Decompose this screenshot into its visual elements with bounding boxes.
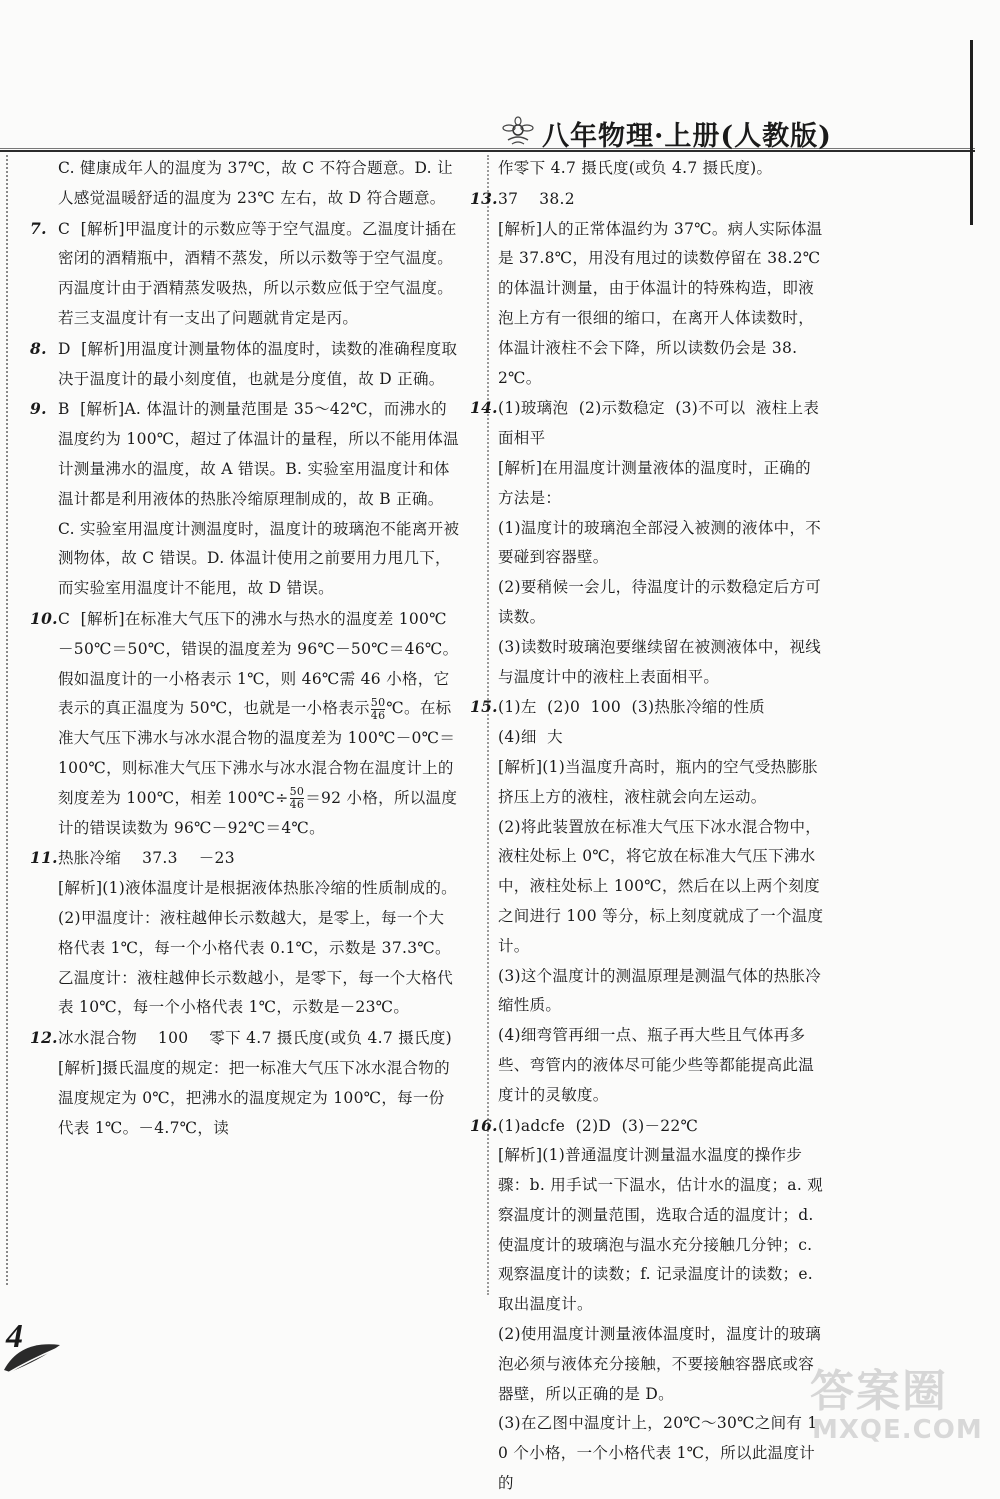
question-12	[30, 1023, 460, 1054]
question-13	[470, 184, 825, 215]
analysis-text: (3)读数时玻璃泡要继续留在被测液体中，视线与温度计中的液柱上表面相平。	[498, 637, 822, 686]
left-column	[30, 154, 460, 1143]
question-number: 15.	[470, 697, 498, 717]
answer-text-2: (4)细 大	[498, 728, 563, 747]
watermark-url: MXQE.COM	[812, 1415, 983, 1445]
analysis-text: [解析]人的正常体温约为 37℃。病人实际体温是 37.8℃，用没有甩过的读数停留在 38.2℃的体温计测量，由于体温计的特殊构造，即液泡上方有一很细的缩口，在离开人体读数时，体温计液柱不会下降，所以读数仍会是 38.2℃。	[498, 219, 823, 387]
question-number: 9.	[30, 399, 47, 419]
question-11	[30, 843, 460, 874]
question-number: 12.	[30, 1028, 58, 1048]
question-number: 8.	[30, 338, 47, 358]
analysis-text: (2)甲温度计：液柱越伸长示数越大，是零上，每一个大格代表 1℃，每一个小格代表 0.1℃，示数是 37.3℃。乙温度计：液柱越伸长示数越小，是零下，每一个大格代表 10℃，每一个小格代表 1℃，示数是－23℃。	[58, 908, 454, 1017]
question-16	[470, 1111, 825, 1142]
analysis-text: (2)将此装置放在标准大气压下冰水混合物中，液柱处标上 0℃，将它放在标准大气压下沸水中，液柱处标上 100℃，然后在以上两个刻度之间进行 100 等分，标上刻度就成了一个温度计。	[498, 817, 824, 955]
analysis-text: [解析](1)液体温度计是根据液体热胀冷缩的性质制成的。	[58, 879, 457, 898]
answer-text: (1)左 (2)0 100 (3)热胀冷缩的性质	[498, 698, 765, 717]
analysis-text: (4)细弯管再细一点、瓶子再大些且气体再多些、弯管内的液体尽可能少些等都能提高此温度计的灵敏度。	[498, 1026, 815, 1104]
question-8	[30, 334, 460, 395]
answer-text: ＝92 小格，所以温度计的错误读数为 96℃－92℃＝4℃。	[58, 788, 458, 837]
watermark	[810, 1355, 990, 1465]
question-10	[30, 604, 460, 843]
answer-text: 37 38.2	[498, 189, 575, 208]
question-number: 13.	[470, 188, 498, 208]
answer-text: (1)玻璃泡 (2)示数稳定 (3)不可以 液柱上表面相平	[498, 399, 820, 448]
question-number: 11.	[30, 848, 58, 868]
analysis-text: (2)要稍候一会儿，待温度计的示数稳定后方可读数。	[498, 578, 822, 626]
analysis-text: (3)这个温度计的测温原理是测温气体的热胀冷缩性质。	[498, 966, 822, 1015]
flower-logo-icon	[500, 116, 536, 148]
answer-text: (1)adcfe (2)D (3)－22℃	[498, 1116, 699, 1135]
answer-text: D [解析]用温度计测量物体的温度时，读数的准确程度取决于温度计的最小刻度值，也就是分度值，故 D 正确。	[58, 339, 458, 388]
answer-text: 热胀冷缩 37.3 －23	[58, 849, 235, 868]
question-9	[30, 394, 460, 604]
answer-text: B [解析]A. 体温计的测量范围是 35～42℃，而沸水的温度约为 100℃，超过了体温计的量程，所以不能用体温计测量沸水的温度，故 A 错误。B. 实验室用温度计和体温计都是利用液体的热胀冷缩原理制成的，故 B 正确。C. 实验室用温度计测温度时，温度计的玻璃泡不能离开被测物体，故 C 错误。D. 体温计使用之前要用力甩几下，而实验室用温度计不能甩，故 D 错误。	[58, 400, 460, 598]
question-number: 16.	[470, 1115, 498, 1135]
answer-text: C [解析]甲温度计的示数应等于空气温度。乙温度计插在密闭的酒精瓶中，酒精不蒸发，所以示数等于空气温度。丙温度计由于酒精蒸发吸热，所以示数应低于空气温度。若三支温度计有一支出了问题就肯定是丙。	[58, 219, 457, 327]
analysis-text: (3)在乙图中温度计上，20℃～30℃之间有 10 个小格，一个小格代表 1℃，所以此温度计的	[498, 1414, 818, 1493]
page-number-decoration	[0, 1300, 70, 1380]
fraction-numerator: 50	[370, 695, 386, 709]
analysis-text: [解析](1)普通温度计测量温水温度的操作步骤：b. 用手试一下温水，估计水的温度；a. 观察温度计的测量范围，选取合适的温度计；d. 使温度计的玻璃泡与温水充分接触几分钟；c. 观察温度计的读数；f. 记录温度计的读数；e. 取出温度计。	[498, 1146, 824, 1314]
page-edge-mark	[970, 40, 973, 225]
fraction	[371, 697, 386, 722]
answer-text: 冰水混合物 100 零下 4.7 摄氏度(或负 4.7 摄氏度)	[58, 1029, 453, 1048]
page-number: 4	[6, 1318, 23, 1355]
analysis-text: [解析]在用温度计测量液体的温度时，正确的方法是：	[498, 458, 811, 507]
answer-text: C [解析]在标准大气压下的沸水与热水的温度差 100℃－50℃＝50℃，错误的温度差为 96℃－50℃＝46℃。假如温度计的一小格表示 1℃，则 46℃需 46 小格，它表示的真正温度为 50℃，也就是一小格表示	[58, 609, 459, 718]
fraction	[290, 786, 305, 811]
question-15	[470, 692, 825, 723]
right-intro: 作零下 4.7 摄氏度(或负 4.7 摄氏度)。	[498, 159, 773, 177]
left-intro: C. 健康成年人的温度为 37℃，故 C 不符合题意。D. 让人感觉温暖舒适的温度为 23℃ 左右，故 D 符合题意。	[58, 159, 453, 207]
question-number: 14.	[470, 398, 498, 418]
analysis-text: (2)使用温度计测量液体温度时，温度计的玻璃泡必须与液体充分接触，不要接触容器底或容器壁，所以正确的是 D。	[498, 1325, 822, 1403]
analysis-text: (1)温度计的玻璃泡全部浸入被测的液体中，不要碰到容器壁。	[498, 518, 822, 567]
question-7	[30, 214, 460, 334]
question-number: 10.	[30, 608, 58, 628]
right-column	[470, 154, 825, 1499]
question-number: 7.	[30, 218, 47, 238]
page-header	[490, 112, 870, 152]
question-14	[470, 393, 825, 454]
fraction-denominator: 46	[370, 708, 386, 722]
analysis-text: [解析](1)当温度升高时，瓶内的空气受热膨胀挤压上方的液柱，液柱就会向左运动。	[498, 757, 818, 806]
fraction-denominator: 46	[289, 798, 305, 812]
binding-edge	[6, 155, 10, 1285]
watermark-text: 答案圈	[810, 1366, 948, 1417]
answer-text: ℃。在标准大气压下沸水与冰水混合物的温度差为 100℃－0℃＝100℃，则标准大气压下沸水与冰水混合物在温度计上的刻度差为 100℃，相差 100℃÷	[58, 699, 456, 807]
analysis-text: [解析]摄氏温度的规定：把一标准大气压下冰水混合物的温度规定为 0℃，把沸水的温度规定为 100℃，每一份代表 1℃。－4.7℃，读	[58, 1058, 450, 1137]
page-title: 八年物理·上册(人教版)	[542, 121, 832, 152]
fraction-numerator: 50	[289, 785, 305, 799]
